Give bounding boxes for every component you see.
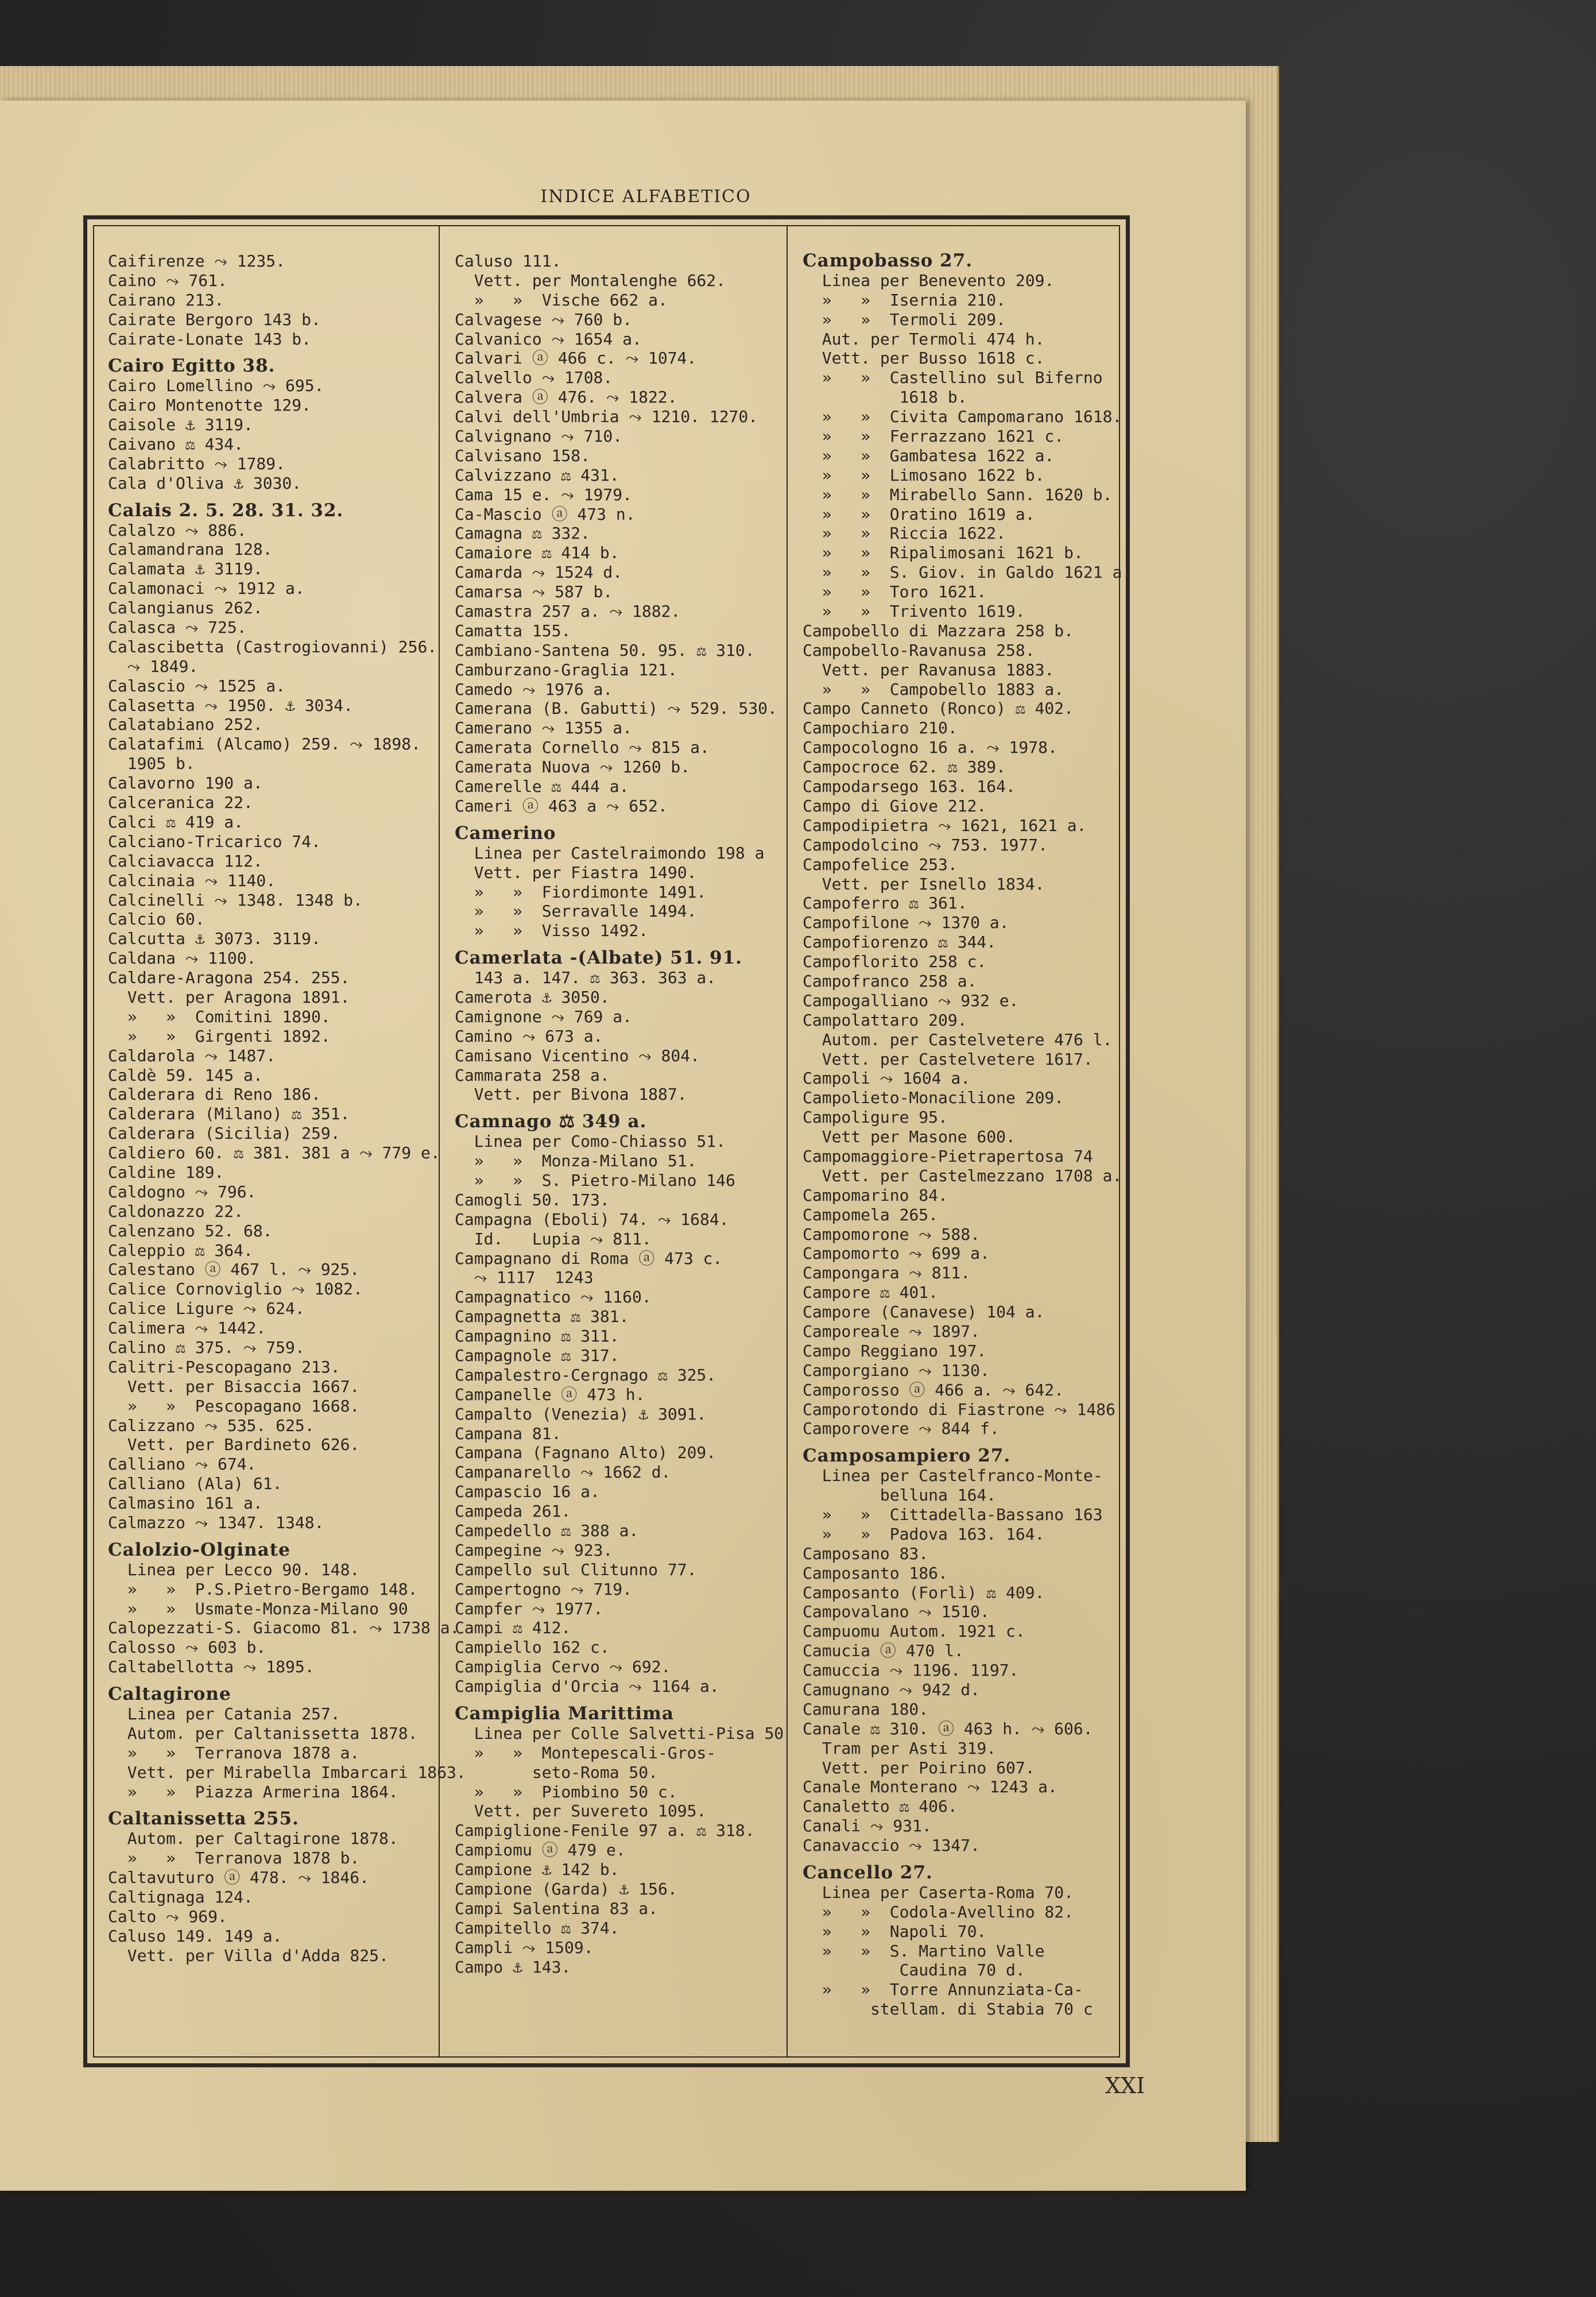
index-entry: Camporosso ⓐ 466 a. ⤳ 642.	[803, 1380, 1064, 1399]
index-entry: Caluso 149. 149 a.	[108, 1926, 282, 1946]
index-entry: Cairo Montenotte 129.	[108, 396, 312, 415]
index-entry: Camastra 257 a. ⤳ 1882.	[455, 602, 681, 621]
index-entry: 1905 b.	[108, 754, 195, 774]
index-entry: Campagnetta ⚖ 381.	[455, 1307, 629, 1327]
index-entry: Calceranica 22.	[108, 793, 253, 813]
index-entry: Campi Salentina 83 a.	[455, 1898, 658, 1918]
index-entry: Camburzano-Graglia 121.	[455, 660, 677, 679]
index-entry: Campitello ⚖ 374.	[455, 1918, 619, 1938]
index-entry: Cairo Lomellino ⤳ 695.	[108, 376, 324, 396]
index-entry: Campoli ⤳ 1604 a.	[803, 1069, 971, 1088]
index-entry: Calice Cornoviglio ⤳ 1082.	[108, 1279, 363, 1299]
index-entry: Linea per Catania 257.	[108, 1704, 340, 1724]
index-entry: Vett. per Castelvetere 1617.	[803, 1049, 1093, 1069]
index-entry: » » Fiordimonte 1491.	[455, 882, 707, 902]
index-entry: Campoligure 95.	[803, 1108, 948, 1127]
index-entry: Camedo ⤳ 1976 a.	[455, 679, 613, 699]
index-entry: » » Cittadella-Bassano 163	[803, 1505, 1103, 1524]
index-entry: Campiglia d'Orcia ⤳ 1164 a.	[455, 1677, 719, 1696]
index-entry: Camerota ⚓ 3050.	[455, 987, 610, 1007]
index-entry: Campalto (Venezia) ⚓ 3091.	[455, 1404, 707, 1424]
index-entry: » » Comitini 1890.	[108, 1007, 331, 1026]
index-entry: Calciano-Tricarico 74.	[108, 832, 321, 851]
index-entry: Calmasino 161 a.	[108, 1494, 263, 1513]
index-column-1	[108, 252, 466, 1966]
index-entry: Camarda ⤳ 1524 d.	[455, 563, 623, 582]
index-entry: Calci ⚖ 419 a.	[108, 812, 244, 832]
index-entry: Campagnole ⚖ 317.	[455, 1345, 619, 1365]
index-entry: Vett. per Busso 1618 c.	[803, 349, 1045, 368]
index-entry: Calvagese ⤳ 760 b.	[455, 310, 632, 329]
index-entry: Campiello 162 c.	[455, 1638, 610, 1657]
index-entry: Campovalano ⤳ 1510.	[803, 1602, 990, 1622]
index-entry: Ca-Mascio ⓐ 473 n.	[455, 504, 636, 524]
index-entry: Campione (Garda) ⚓ 156.	[455, 1880, 677, 1899]
index-entry: Calamata ⚓ 3119.	[108, 559, 263, 579]
index-entry: » » Monza-Milano 51.	[455, 1151, 697, 1171]
index-entry: Calvari ⓐ 466 c. ⤳ 1074.	[455, 349, 697, 368]
index-entry: Camposanto (Forlì) ⚖ 409.	[803, 1583, 1045, 1602]
index-entry: » » Ferrazzano 1621 c.	[803, 427, 1064, 446]
index-entry: Cala d'Oliva ⚓ 3030.	[108, 473, 302, 493]
index-entry: Caltabellotta ⤳ 1895.	[108, 1657, 315, 1677]
index-entry: Camporovere ⤳ 844 f.	[803, 1419, 1000, 1438]
index-entry: Campuomu Autom. 1921 c.	[803, 1622, 1025, 1641]
index-entry: Camerana (B. Gabutti) ⤳ 529. 530.	[455, 699, 777, 718]
index-entry: Caifirenze ⤳ 1235.	[108, 252, 285, 270]
index-entry: Caldonazzo 22.	[108, 1201, 244, 1221]
index-entry: » » Visso 1492.	[455, 921, 649, 941]
index-entry: Caldiero 60. ⚖ 381. 381 a ⤳ 779 e.	[108, 1143, 440, 1163]
index-column-3	[803, 252, 1132, 2019]
index-entry: » » Codola-Avellino 82.	[803, 1902, 1074, 1921]
index-entry: Calatabiano 252.	[108, 715, 263, 734]
index-entry: » » Isernia 210.	[803, 290, 1006, 310]
index-entry: Campodolcino ⤳ 753. 1977.	[803, 835, 1048, 854]
index-entry: Campello sul Clitunno 77.	[455, 1560, 697, 1579]
index-entry: Camignone ⤳ 769 a.	[455, 1007, 632, 1026]
index-entry: Cameri ⓐ 463 a ⤳ 652.	[455, 796, 668, 815]
index-entry: » » Napoli 70.	[803, 1921, 987, 1941]
index-entry: » » S. Pietro-Milano 146	[455, 1170, 735, 1190]
index-entry: Calice Ligure ⤳ 624.	[108, 1299, 305, 1318]
index-entry: Calmazzo ⤳ 1347. 1348.	[108, 1513, 324, 1532]
index-entry: Campo ⚓ 143.	[455, 1957, 571, 1977]
index-entry: Cairate Bergoro 143 b.	[108, 310, 321, 329]
index-entry: Calvizzano ⚖ 431.	[455, 465, 619, 485]
index-entry: Campofiorenzo ⚖ 344.	[803, 933, 997, 952]
index-entry: Campobello di Mazzara 258 b.	[803, 621, 1074, 640]
index-entry: Calamonaci ⤳ 1912 a.	[108, 579, 305, 598]
index-entry: Calamandrana 128.	[108, 540, 273, 559]
index-entry: Calopezzati-S. Giacomo 81. ⤳ 1738 a.	[108, 1618, 460, 1638]
index-entry: Campana 81.	[455, 1424, 561, 1443]
index-entry: Campana (Fagnano Alto) 209.	[455, 1443, 716, 1463]
index-entry: » » Civita Campomarano 1618.	[803, 407, 1122, 427]
index-entry: Calcinelli ⤳ 1348. 1348 b.	[108, 890, 363, 910]
index-entry: Vett. per Villa d'Adda 825.	[108, 1946, 389, 1965]
index-entry: Campochiaro 210.	[803, 718, 958, 738]
index-entry: Calliano ⤳ 674.	[108, 1455, 257, 1474]
index-entry: Caldè 59. 145 a.	[108, 1065, 263, 1085]
index-entry: Campodipietra ⤳ 1621, 1621 a.	[803, 815, 1087, 835]
index-entry: Linea per Castelraimondo 198 a	[455, 843, 765, 863]
index-entry: Cambiano-Santena 50. 95. ⚖ 310.	[455, 640, 755, 660]
index-entry: Campore (Canavese) 104 a.	[803, 1302, 1045, 1322]
index-entry: Linea per Caserta-Roma 70.	[803, 1882, 1074, 1902]
index-heading: Caltanissetta 255.	[108, 1809, 299, 1830]
index-entry: Campfer ⤳ 1977.	[455, 1599, 603, 1618]
index-heading: Camnago ⚖ 349 a.	[455, 1112, 647, 1132]
index-entry: Calosso ⤳ 603 b.	[108, 1638, 266, 1657]
index-entry: Tram per Asti 319.	[803, 1738, 997, 1758]
index-entry: Caldine 189.	[108, 1162, 224, 1182]
index-entry: Canale Monterano ⤳ 1243 a.	[803, 1777, 1057, 1797]
index-entry: » » Girgenti 1892.	[108, 1026, 331, 1046]
index-entry: Campo di Giove 212.	[803, 796, 987, 815]
index-entry: Canaletto ⚖ 406.	[803, 1797, 958, 1816]
index-entry: Vett. per Bardineto 626.	[108, 1435, 360, 1455]
index-entry: » » Piombino 50 c.	[455, 1782, 677, 1801]
index-entry: Autom. per Caltagirone 1878.	[108, 1829, 398, 1849]
index-entry: » » Mirabello Sann. 1620 b.	[803, 485, 1113, 504]
entry-spacer	[803, 1855, 1132, 1863]
index-entry: Calabritto ⤳ 1789.	[108, 454, 285, 473]
index-entry: » » S. Martino Valle	[803, 1941, 1045, 1960]
index-heading: Camposampiero 27.	[803, 1447, 1011, 1467]
index-entry: Campobello-Ravanusa 258.	[803, 640, 1035, 660]
index-entry: 1618 b.	[803, 388, 967, 407]
index-entry: » » Oratino 1619 a.	[803, 504, 1035, 524]
entry-spacer	[108, 349, 466, 357]
index-entry: Campo Canneto (Ronco) ⚖ 402.	[803, 699, 1074, 718]
index-entry: Calvera ⓐ 476. ⤳ 1822.	[455, 388, 677, 407]
index-entry: Caldarola ⤳ 1487.	[108, 1046, 276, 1065]
index-entry: Caivano ⚖ 434.	[108, 435, 244, 454]
entry-spacer	[108, 493, 466, 501]
index-entry: » » Gambatesa 1622 a.	[803, 446, 1055, 465]
index-entry: Aut. per Termoli 474 h.	[803, 329, 1045, 349]
index-entry: » » Montepescali-Gros-	[455, 1743, 716, 1762]
index-entry: Calvignano ⤳ 710.	[455, 427, 623, 446]
running-head: INDICE ALFABETICO	[540, 187, 751, 207]
index-entry: Caino ⤳ 761.	[108, 270, 227, 290]
index-entry: stellam. di Stabia 70 c	[803, 2000, 1093, 2019]
index-heading: Camerlata -(Albate) 51. 91.	[455, 949, 742, 969]
index-entry: Canavaccio ⤳ 1347.	[803, 1836, 980, 1855]
index-entry: Vett. per Suvereto 1095.	[455, 1801, 707, 1821]
index-entry: Campodarsego 163. 164.	[803, 777, 1016, 796]
index-entry: » » Ripalimosani 1621 b.	[803, 543, 1083, 563]
index-entry: » » Pescopagano 1668.	[108, 1396, 360, 1416]
index-entry: Caldana ⤳ 1100.	[108, 949, 257, 968]
index-entry: Camporotondo di Fiastrone ⤳ 1486	[803, 1399, 1115, 1419]
index-entry: Campagnino ⚖ 311.	[455, 1327, 619, 1346]
index-entry: belluna 164.	[803, 1486, 997, 1505]
index-entry: Vett. per Ravanusa 1883.	[803, 660, 1055, 679]
index-entry: Cama 15 e. ⤳ 1979.	[455, 485, 632, 504]
index-entry: Vett. per Bisaccia 1667.	[108, 1376, 360, 1396]
index-frame-inner	[93, 225, 1132, 2058]
index-entry: seto-Roma 50.	[455, 1762, 658, 1782]
index-entry: » » Campobello 1883 a.	[803, 679, 1064, 699]
entry-spacer	[455, 1104, 784, 1112]
index-entry: Campo Reggiano 197.	[803, 1341, 987, 1360]
index-entry: Campagnano di Roma ⓐ 473 c.	[455, 1248, 723, 1268]
entry-spacer	[803, 1438, 1132, 1447]
index-entry: Campalestro-Cergnago ⚖ 325.	[455, 1365, 716, 1385]
index-heading: Calais 2. 5. 28. 31. 32.	[108, 501, 344, 521]
index-entry: Calvi dell'Umbria ⤳ 1210. 1270.	[455, 407, 758, 427]
index-entry: Campofilone ⤳ 1370 a.	[803, 913, 1009, 933]
index-entry: ⤳ 1117 1243	[455, 1268, 594, 1287]
index-entry: » » Terranova 1878 a.	[108, 1743, 360, 1762]
index-entry: » » Limosano 1622 b.	[803, 465, 1045, 485]
index-entry: Campiomu ⓐ 479 e.	[455, 1840, 626, 1860]
index-entry: Campolattaro 209.	[803, 1010, 967, 1030]
index-entry: » » Termoli 209.	[803, 310, 1006, 329]
index-entry: Caisole ⚓ 3119.	[108, 415, 253, 435]
column-rule-2	[787, 226, 788, 2056]
index-entry: Id. Lupia ⤳ 811.	[455, 1229, 652, 1248]
index-entry: Linea per Colle Salvetti-Pisa 50	[455, 1723, 784, 1743]
index-entry: Calatafimi (Alcamo) 259. ⤳ 1898.	[108, 734, 421, 754]
index-entry: Campomarino 84.	[803, 1185, 948, 1205]
index-entry: Campagna (Eboli) 74. ⤳ 1684.	[455, 1209, 729, 1229]
index-entry: Caltavuturo ⓐ 478. ⤳ 1846.	[108, 1868, 369, 1888]
index-entry: » » Torre Annunziata-Ca-	[803, 1980, 1083, 2000]
index-entry: Camucia ⓐ 470 l.	[803, 1641, 964, 1661]
index-entry: Campolieto-Monacilione 209.	[803, 1088, 1064, 1108]
entry-spacer	[108, 1533, 466, 1541]
index-entry: Camerano ⤳ 1355 a.	[455, 718, 632, 738]
index-entry: Vett. per Aragona 1891.	[108, 987, 350, 1007]
index-entry: Vett. per Castelmezzano 1708 a.	[803, 1166, 1122, 1185]
index-entry: Camporeale ⤳ 1897.	[803, 1321, 980, 1341]
index-entry: Caudina 70 d.	[803, 1960, 1025, 1980]
index-entry: Calderara (Sicilia) 259.	[108, 1124, 340, 1143]
index-entry: » » P.S.Pietro-Bergamo 148.	[108, 1579, 418, 1599]
index-entry: Campiglia Cervo ⤳ 692.	[455, 1657, 671, 1677]
index-entry: Camino ⤳ 673 a.	[455, 1026, 603, 1046]
index-entry: Vett. per Mirabella Imbarcari 1863.	[108, 1762, 466, 1782]
index-entry: Linea per Benevento 209.	[803, 270, 1055, 290]
index-entry: Camposanto 186.	[803, 1563, 948, 1583]
index-entry: Calto ⤳ 969.	[108, 1907, 227, 1926]
index-entry: ⤳ 1849.	[108, 656, 199, 676]
index-entry: Campofelice 253.	[803, 854, 958, 874]
index-heading: Caltagirone	[108, 1685, 231, 1705]
index-entry: Campocroce 62. ⚖ 389.	[803, 757, 1006, 777]
index-entry: » » Padova 163. 164.	[803, 1524, 1045, 1544]
index-entry: Calalzo ⤳ 886.	[108, 520, 247, 540]
index-entry: Cairate-Lonate 143 b.	[108, 329, 312, 349]
index-entry: Campione ⚓ 142 b.	[455, 1860, 619, 1880]
index-entry: Vett. per Poirino 607.	[803, 1758, 1035, 1777]
index-column-2	[455, 252, 784, 1977]
index-entry: Calasetta ⤳ 1950. ⚓ 3034.	[108, 695, 353, 715]
index-entry: 143 a. 147. ⚖ 363. 363 a.	[455, 968, 716, 988]
index-entry: Linea per Castelfranco-Monte-	[803, 1466, 1103, 1486]
index-entry: Camurana 180.	[803, 1699, 929, 1719]
index-entry: Campoflorito 258 c.	[803, 952, 987, 972]
index-entry: Calenzano 52. 68.	[108, 1221, 273, 1240]
index-entry: Vett. per Fiastra 1490.	[455, 863, 697, 882]
index-entry: » » Castellino sul Biferno	[803, 368, 1103, 388]
index-entry: Campocologno 16 a. ⤳ 1978.	[803, 738, 1057, 757]
index-entry: Calascio ⤳ 1525 a.	[108, 676, 285, 695]
index-entry: » » Riccia 1622.	[803, 524, 1006, 543]
index-entry: Campomorto ⤳ 699 a.	[803, 1244, 990, 1263]
index-entry: Camposano 83.	[803, 1544, 929, 1563]
index-entry: Campogalliano ⤳ 932 e.	[803, 991, 1019, 1010]
index-entry: Calderara (Milano) ⚖ 351.	[108, 1104, 350, 1124]
index-entry: Canale ⚖ 310. ⓐ 463 h. ⤳ 606.	[803, 1719, 1093, 1738]
index-entry: Linea per Lecco 90. 148.	[108, 1560, 360, 1579]
index-entry: » » Piazza Armerina 1864.	[108, 1782, 398, 1801]
index-entry: » » Vische 662 a.	[455, 290, 668, 310]
index-entry: Campiglione-Fenile 97 a. ⚖ 318.	[455, 1821, 755, 1840]
index-entry: Campomorone ⤳ 588.	[803, 1224, 980, 1244]
index-entry: Camatta 155.	[455, 621, 571, 640]
index-entry: Camisano Vicentino ⤳ 804.	[455, 1046, 700, 1065]
index-entry: Cammarata 258 a.	[455, 1065, 610, 1085]
index-entry: Calvisano 158.	[455, 446, 591, 465]
index-entry: Campomaggiore-Pietrapertosa 74	[803, 1146, 1093, 1166]
index-entry: Calimera ⤳ 1442.	[108, 1318, 266, 1338]
index-heading: Cancello 27.	[803, 1863, 933, 1883]
index-entry: Campore ⚖ 401.	[803, 1283, 939, 1302]
index-entry: Camagna ⚖ 332.	[455, 524, 591, 543]
index-entry: Caldogno ⤳ 796.	[108, 1182, 257, 1201]
index-entry: Calvello ⤳ 1708.	[455, 368, 613, 388]
index-entry: Caltignaga 124.	[108, 1888, 253, 1907]
index-entry: Vett. per Isnello 1834.	[803, 874, 1045, 894]
index-entry: Calitri-Pescopagano 213.	[108, 1357, 340, 1376]
index-entry: » » Terranova 1878 b.	[108, 1849, 360, 1868]
index-entry: Calcutta ⚓ 3073. 3119.	[108, 929, 321, 949]
index-entry: » » Toro 1621.	[803, 582, 987, 602]
index-entry: » » Usmate-Monza-Milano 90	[108, 1599, 408, 1618]
index-heading: Camerino	[455, 823, 556, 844]
index-entry: Campedello ⚖ 388 a.	[455, 1521, 639, 1540]
index-entry: Calciavacca 112.	[108, 851, 263, 871]
index-entry: Campli ⤳ 1509.	[455, 1938, 594, 1957]
index-entry: Camporgiano ⤳ 1130.	[803, 1360, 990, 1380]
index-entry: Vett per Masone 600.	[803, 1127, 1016, 1147]
index-entry: Campomela 265.	[803, 1205, 939, 1224]
index-entry: » » Trivento 1619.	[803, 602, 1025, 621]
index-entry: Camugnano ⤳ 942 d.	[803, 1680, 980, 1700]
index-heading: Campobasso 27.	[803, 252, 973, 271]
index-entry: Camerelle ⚖ 444 a.	[455, 777, 629, 796]
index-entry: Calascibetta (Castrogiovanni) 256.	[108, 637, 437, 656]
index-entry: Camerata Nuova ⤳ 1260 b.	[455, 757, 691, 777]
index-entry: Calderara di Reno 186.	[108, 1085, 321, 1104]
index-entry: Calizzano ⤳ 535. 625.	[108, 1416, 315, 1435]
index-entry: Autom. per Castelvetere 476 l.	[803, 1030, 1113, 1049]
entry-spacer	[108, 1801, 466, 1809]
index-entry: Campascio 16 a.	[455, 1482, 600, 1502]
index-entry: Calestano ⓐ 467 l. ⤳ 925.	[108, 1260, 360, 1279]
page-folio: XXI	[1105, 2073, 1145, 2098]
index-entry: Campoferro ⚖ 361.	[803, 894, 967, 913]
index-entry: Campanelle ⓐ 473 h.	[455, 1385, 645, 1404]
index-entry: Calcio 60.	[108, 910, 205, 929]
index-entry: Camerata Cornello ⤳ 815 a.	[455, 738, 710, 757]
index-heading: Calolzio-Olginate	[108, 1540, 290, 1560]
index-entry: Autom. per Caltanissetta 1878.	[108, 1723, 418, 1743]
index-entry: Campi ⚖ 412.	[455, 1618, 571, 1638]
index-entry: Calvanico ⤳ 1654 a.	[455, 329, 642, 349]
index-entry: Calino ⚖ 375. ⤳ 759.	[108, 1337, 305, 1357]
index-entry: Caluso 111.	[455, 252, 561, 270]
index-entry: Caldare-Aragona 254. 255.	[108, 968, 350, 988]
index-frame	[83, 215, 1130, 2067]
index-entry: Campertogno ⤳ 719.	[455, 1579, 632, 1599]
index-entry: Calavorno 190 a.	[108, 774, 263, 793]
index-entry: Calasca ⤳ 725.	[108, 618, 247, 637]
index-heading: Campiglia Marittima	[455, 1704, 674, 1724]
index-entry: Calcinaia ⤳ 1140.	[108, 871, 276, 890]
entry-spacer	[455, 941, 784, 949]
index-entry: Camaiore ⚖ 414 b.	[455, 543, 619, 563]
index-entry: Calangianus 262.	[108, 598, 263, 618]
index-entry: Canali ⤳ 931.	[803, 1816, 932, 1836]
index-entry: Calliano (Ala) 61.	[108, 1474, 282, 1494]
index-entry: Camogli 50. 173.	[455, 1190, 610, 1209]
index-entry: Campongara ⤳ 811.	[803, 1263, 971, 1283]
index-heading: Cairo Egitto 38.	[108, 357, 276, 377]
index-entry: Campanarello ⤳ 1662 d.	[455, 1463, 671, 1482]
index-entry: » » Serravalle 1494.	[455, 902, 697, 921]
index-entry: Campofranco 258 a.	[803, 971, 977, 991]
index-entry: Caleppio ⚖ 364.	[108, 1240, 253, 1260]
index-entry: Vett. per Bivona 1887.	[455, 1085, 687, 1104]
entry-spacer	[108, 1677, 466, 1685]
index-entry: Campagnatico ⤳ 1160.	[455, 1287, 652, 1307]
entry-spacer	[455, 816, 784, 824]
index-entry: Campegine ⤳ 923.	[455, 1540, 613, 1560]
index-entry: » » S. Giov. in Galdo 1621 a.	[803, 563, 1132, 582]
index-entry: Cairano 213.	[108, 290, 224, 310]
index-entry: Vett. per Montalenghe 662.	[455, 270, 726, 290]
index-entry: Camarsa ⤳ 587 b.	[455, 582, 613, 602]
index-entry: Camuccia ⤳ 1196. 1197.	[803, 1661, 1019, 1680]
index-entry: Campeda 261.	[455, 1502, 571, 1521]
entry-spacer	[455, 1696, 784, 1704]
index-entry: Linea per Como-Chiasso 51.	[455, 1132, 726, 1151]
